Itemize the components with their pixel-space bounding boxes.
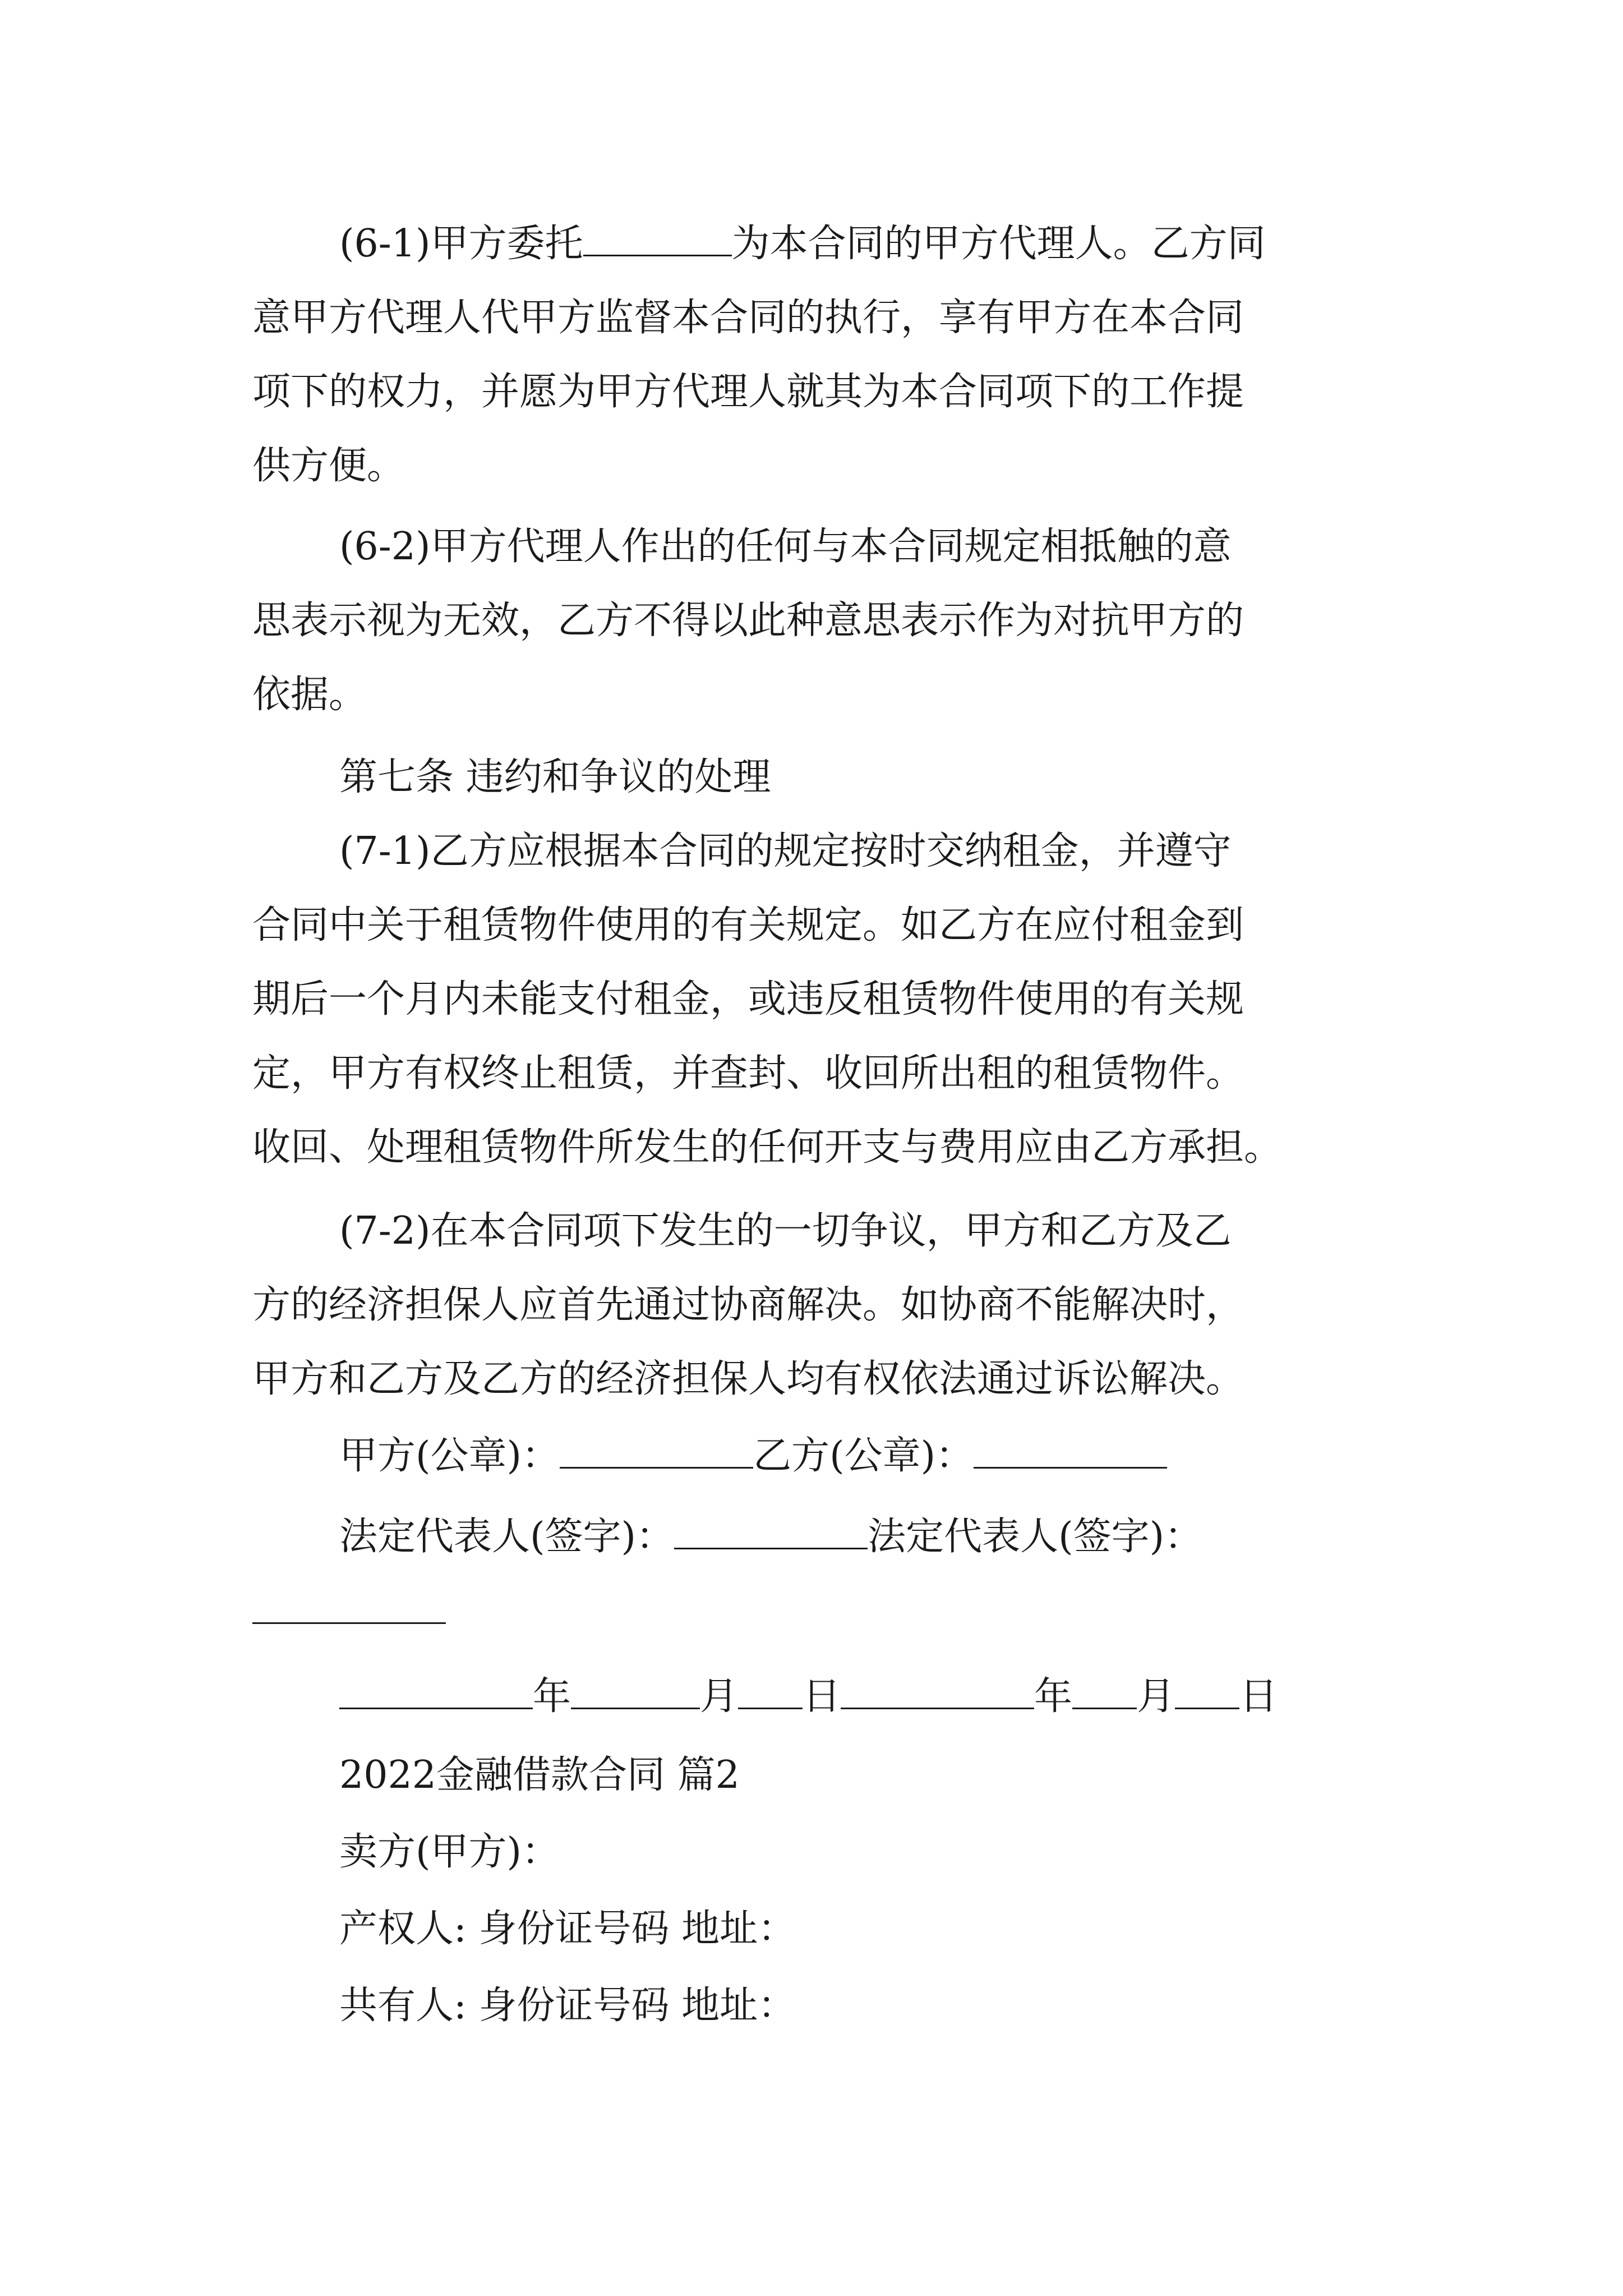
date-a-day-label: 日 [803, 1674, 841, 1719]
para-6-2-line-2: 思表示视为无效，乙方不得以此种意思表示作为对抗甲方的 [252, 599, 1244, 643]
para-7-1-line-5: 收回、处理租赁物件所发生的任何开支与费用应由乙方承担。 [252, 1125, 1283, 1170]
date-b-year-label: 年 [1034, 1674, 1073, 1719]
para-7-1-line-4: 定，甲方有权终止租赁，并查封、收回所出租的租赁物件。 [252, 1051, 1244, 1096]
rep-sign-b-blank [252, 1622, 446, 1624]
party-a-seal-blank [560, 1434, 753, 1469]
owner-line: 产权人: 身份证号码 地址： [339, 1907, 796, 1951]
para-7-1-line-2: 合同中关于租赁物件使用的有关规定。如乙方在应付租金到 [252, 903, 1244, 947]
para-6-2-line-1: (6-2)甲方代理人作出的任何与本合同规定相抵触的意 [339, 524, 1232, 569]
party-b-seal-label: 乙方(公章)： [753, 1434, 974, 1478]
agent-name-blank [583, 222, 732, 256]
rep-sign-b-label: 法定代表人(签字)： [868, 1515, 1203, 1559]
date-a-month-blank [571, 1675, 700, 1709]
para-6-1-line-3: 项下的权力，并愿为甲方代理人就其为本合同项下的工作提 [252, 370, 1244, 414]
para-6-1-line-1 [339, 222, 1266, 266]
date-b-year-blank [841, 1675, 1034, 1709]
party-b-seal-blank [974, 1434, 1167, 1469]
date-a-year-blank [339, 1675, 533, 1709]
party-a-seal-label: 甲方(公章)： [339, 1434, 560, 1478]
para-7-2-line-1: (7-2)在本合同项下发生的一切争议，甲方和乙方及乙 [339, 1209, 1232, 1253]
para-6-2-line-3: 依据。 [252, 673, 367, 717]
date-b-day-blank [1175, 1675, 1239, 1709]
para-6-1-text-pre: (6-1)甲方委托 [339, 222, 583, 266]
seal-line [339, 1434, 1167, 1479]
date-b-month-label: 月 [1137, 1674, 1175, 1719]
rep-sign-a-label: 法定代表人(签字)： [339, 1515, 675, 1559]
rep-sign-a-blank [674, 1515, 868, 1549]
date-a-day-blank [738, 1675, 803, 1709]
co-owner-line: 共有人: 身份证号码 地址： [339, 1984, 796, 2028]
date-b-month-blank [1072, 1675, 1137, 1709]
para-7-1-line-3: 期后一个月内未能支付租金，或违反租赁物件使用的有关规 [252, 977, 1244, 1022]
seller-line: 卖方(甲方)： [339, 1830, 560, 1874]
para-7-2-line-2: 方的经济担保人应首先通过协商解决。如协商不能解决时， [252, 1283, 1244, 1327]
para-6-1-text-post: 为本合同的甲方代理人。乙方同 [731, 222, 1266, 266]
para-7-2-line-3: 甲方和乙方及乙方的经济担保人均有权依法通过诉讼解决。 [252, 1357, 1244, 1401]
date-b-day-label: 日 [1239, 1674, 1278, 1719]
rep-sign-line [339, 1515, 1202, 1559]
date-a-month-label: 月 [700, 1674, 739, 1719]
date-line [339, 1674, 1278, 1719]
date-a-year-label: 年 [533, 1674, 571, 1719]
para-7-1-line-1: (7-1)乙方应根据本合同的规定按时交纳租金，并遵守 [339, 829, 1232, 873]
contract-2-title: 2022金融借款合同 篇2 [339, 1753, 740, 1797]
para-6-1-line-4: 供方便。 [252, 444, 405, 488]
para-6-1-line-2: 意甲方代理人代甲方监督本合同的执行，享有甲方在本合同 [252, 296, 1244, 340]
article-7-heading: 第七条 违约和争议的处理 [339, 755, 771, 799]
